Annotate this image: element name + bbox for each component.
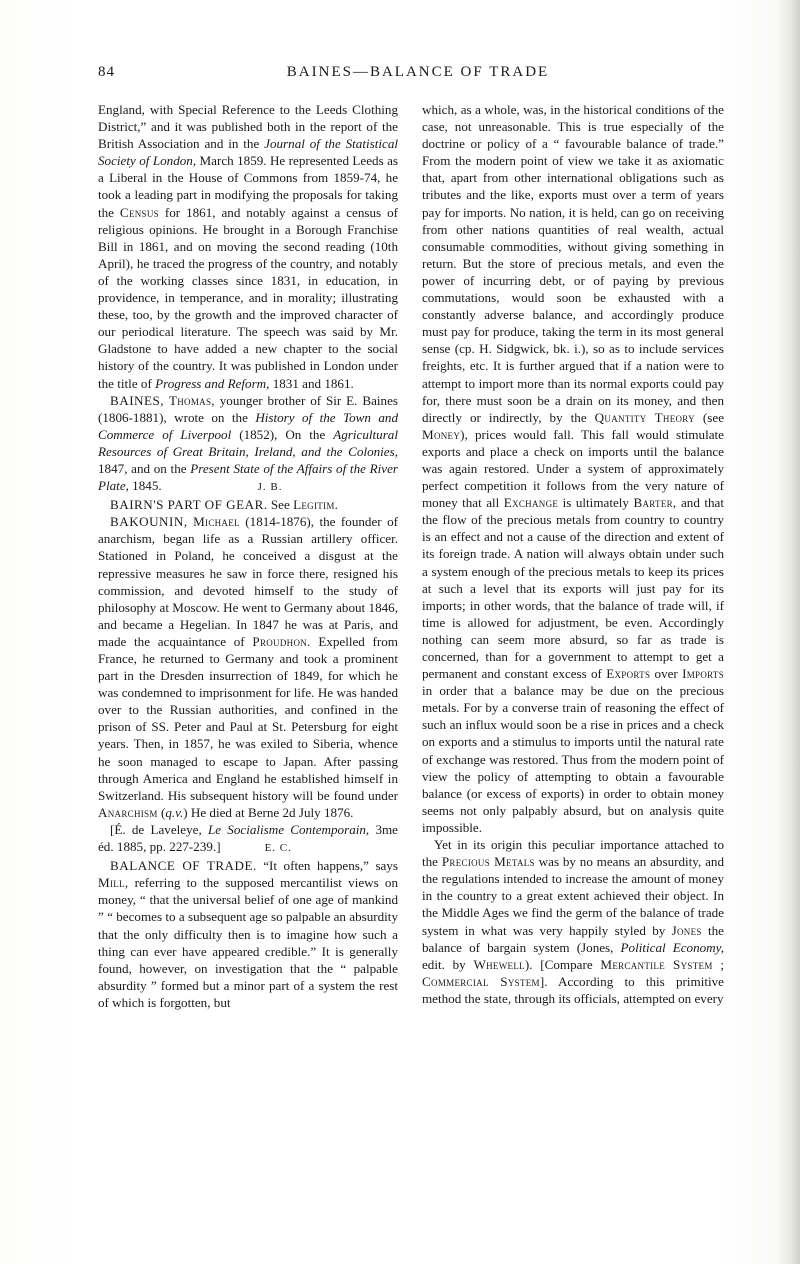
text: and that the flow of the precious metals from country to country is an effect and not a cause of the direction and extent of its foreign trade. A nation will always obtain under such a system enough of the precious metals to keep its prices at such a level that its exports will just pay for its imports; in other words, that the balance of trade will, if time is allowed for adjustment, be even. Accordingly nothing can seem more absurd, so far as trade is concerned, than for a government to attempt to get a permanent and constant excess of — [422, 495, 724, 682]
text: [É. de Laveleye, — [110, 821, 208, 837]
text: England, with Special Reference to the Leeds Clothing District,” and it was published both in the report of the British Association and in the — [98, 102, 398, 152]
paragraph-england-continued — [98, 101, 398, 392]
text: March 1859. He represented Leeds as a Liberal in the House of Commons from 1859-74, he took a leading part in modifying the proposals for taking the — [98, 153, 398, 220]
cross-reference: Exports — [606, 666, 651, 682]
text: Yet in its origin this peculiar importance attached to the — [422, 837, 724, 870]
text: ) He died at Berne 2d July 1876. — [183, 804, 354, 820]
italic-text: Political Economy, — [620, 939, 724, 955]
cross-reference: Anarchism — [98, 804, 158, 820]
text: is ultimately — [558, 495, 634, 511]
cross-reference: Commercial System — [422, 973, 540, 989]
cross-reference: Proudhon. — [252, 633, 311, 649]
text: for 1861, and notably against a census of religious opinions. He brought in a Borough Franchise Bill in 1861, and on moving the second reading (10th April), he traced the progress of the country, and notably of the working classes since 1831, in education, in providence, in temperance, and in morality; illustrating these, too, by the growth and the improved character of our periodical literature. The speech was said by Mr. Gladstone to have added a new chapter to the social history of the country. It was published in London under the title of — [98, 204, 398, 391]
cross-reference: Precious Metals — [441, 854, 535, 870]
cross-reference: Legitim. — [293, 497, 339, 513]
text: ; — [712, 956, 724, 972]
text: ), prices would fall. This fall would stimulate exports and place a check on imports until the balance was again restored. Under a system of approximately perfect competition it follows from the very nature of money that all — [422, 426, 724, 511]
text: over — [650, 666, 683, 682]
text: referring to the supposed mercantilist views on money, “ that the universal belief of one age of mankind ” “ becomes to a subsequent age so palpable an absurdity that the only difficulty then is to imagine how such a thing can ever have appeared credible.” It is generally found, however, on investigation that the “ palpable absurdity ” formed but a minor part of a system the rest of which is forgotten, but — [98, 875, 398, 1010]
cross-reference: Mill, — [98, 875, 129, 891]
entry-headword: BAINES, — [110, 392, 165, 408]
cross-reference: Exchange — [503, 495, 559, 511]
cross-reference: Money — [422, 426, 461, 442]
text: (see — [694, 409, 724, 425]
text: ]. According to this primitive method the state, through its officials, attempted on every — [422, 973, 724, 1006]
right-column — [422, 101, 724, 1007]
text: the balance of bargain system (Jones, — [422, 922, 724, 955]
text: ( — [157, 804, 166, 820]
cross-reference: Mercantile System — [600, 956, 713, 972]
cross-reference: Barter, — [633, 495, 677, 511]
cross-reference: Whewell — [473, 956, 525, 972]
text: “It often happens,” says — [256, 858, 398, 874]
italic-text: q.v. — [165, 804, 184, 820]
italic-text: Progress and Reform, — [155, 375, 270, 391]
text: See — [267, 497, 294, 513]
text: 3me éd. 1885, pp. 227-239.] — [98, 821, 398, 855]
entry-headword: BAIRN'S PART OF GEAR. — [110, 497, 268, 513]
text: ). [Compare — [524, 956, 601, 972]
author-signature: E. C. — [264, 842, 292, 855]
text: (1814-1876), the founder of anarchism, began life as a Russian artillery officer. Stationed in Poland, he conceived a disgust at the repressive measures he saw in force there, resigned his commission, and devoted himself to the study of philosophy at Moscow. He went to Germany about 1846, and became a Hegelian. In 1847 he was at Paris, and made the acquaintance of — [98, 514, 398, 649]
entry-headword: BAKOUNIN, — [110, 514, 188, 530]
small-caps-name: Thomas, — [168, 392, 215, 408]
paragraph-origin-of-balance — [422, 836, 724, 1007]
running-head: BAINES—BALANCE OF TRADE — [286, 64, 550, 80]
page-edge-shadow — [778, 0, 800, 1264]
text: in order that a balance may be due on the precious metals. For by a converse train of reasoning the effect of such an influx would soon be a rise in prices and a check on exports and a stimulus to imports until the natural rate of exchange was restored. Thus from the modern point of view the policy of attempting to obtain a favourable balance (or excess of exports) in order to obtain money seems not only palpably absurd, but on analysis quite impossible. — [422, 683, 724, 835]
text: (1852), On the — [231, 426, 334, 442]
text: Expelled from France, he returned to Germany and took a prominent part in the Dresden insurrection of 1849, for which he was condemned to imprisonment for life. He was handed over to the Russian authorities, and confined in the prison of SS. Peter and Paul at St. Petersburg for eight years. Then, in 1857, he was exiled to Siberia, whence he soon managed to escape to Japan. After passing through America and England he established himself in Switzerland. His subsequent history will be found under — [98, 633, 398, 803]
text: was by no means an absurdity, and the regulations intended to increase the amount of money in the country to a great extent achieved their object. In the Middle Ages we find the germ of the balance of trade system in what was very happily styled by — [422, 854, 724, 938]
entry-headword: BALANCE OF TRADE. — [110, 858, 257, 874]
cross-reference: Census — [119, 204, 159, 220]
entry-bairns-part-of-gear — [98, 496, 398, 513]
paragraph-balance-of-trade-continued — [422, 101, 724, 836]
italic-text: History of the Town and Commerce of Liverpool — [98, 409, 398, 442]
text: 1831 and 1861. — [269, 375, 354, 391]
entry-baines-thomas — [98, 392, 398, 497]
italic-text: Present State of the Affairs of the River Plate, — [98, 460, 398, 494]
italic-text: Journal of the Statistical Society of London, — [98, 136, 399, 169]
text: 1845. — [128, 478, 162, 494]
italic-text: Agricultural Resources of Great Britain, Ireland, and the Colonies, — [98, 426, 398, 459]
text: edit. by — [422, 956, 474, 972]
cross-reference: Jones — [671, 922, 702, 938]
author-signature: J. B. — [257, 481, 283, 494]
cross-reference: Quantity Theory — [594, 409, 695, 425]
text: which, as a whole, was, in the historical conditions of the case, not unreasonable. This is true especially of the doctrine or policy of a “ favourable balance of trade.” From the modern point of view we take it as axiomatic that, apart from other international obligations such as tributes and the like, exports must over a term of years pay for imports. No nation, it is held, can go on receiving from other nations quantities of real wealth, actual consumable commodities, without giving something in return. But the store of precious metals, and even the power of incurring debt, or of paying by previous commutations, would soon be exhausted with a constantly adverse balance, and accordingly produce must pay for produce, taking the term in its most general sense (cp. H. Sidgwick, bk. i.), so as to include services freights, etc. It is further argued that if a nation were to attempt to import more than its normal exports could pay for, there must soon be a drain on its money, and then directly or indirectly, by the — [422, 102, 724, 425]
cross-reference: Imports — [682, 666, 724, 682]
text: 1847, and on the — [98, 460, 191, 476]
italic-text: Le Socialisme Contemporain, — [207, 821, 370, 837]
page-number: 84 — [98, 64, 115, 80]
bibliography-bakounin — [98, 821, 398, 857]
left-column — [98, 101, 398, 1011]
text: younger brother of Sir E. Baines (1806-1881), wrote on the — [98, 392, 398, 425]
entry-bakounin — [98, 513, 398, 821]
entry-balance-of-trade — [98, 857, 398, 1011]
small-caps-name: Michael — [193, 514, 240, 530]
page-header — [98, 64, 738, 88]
